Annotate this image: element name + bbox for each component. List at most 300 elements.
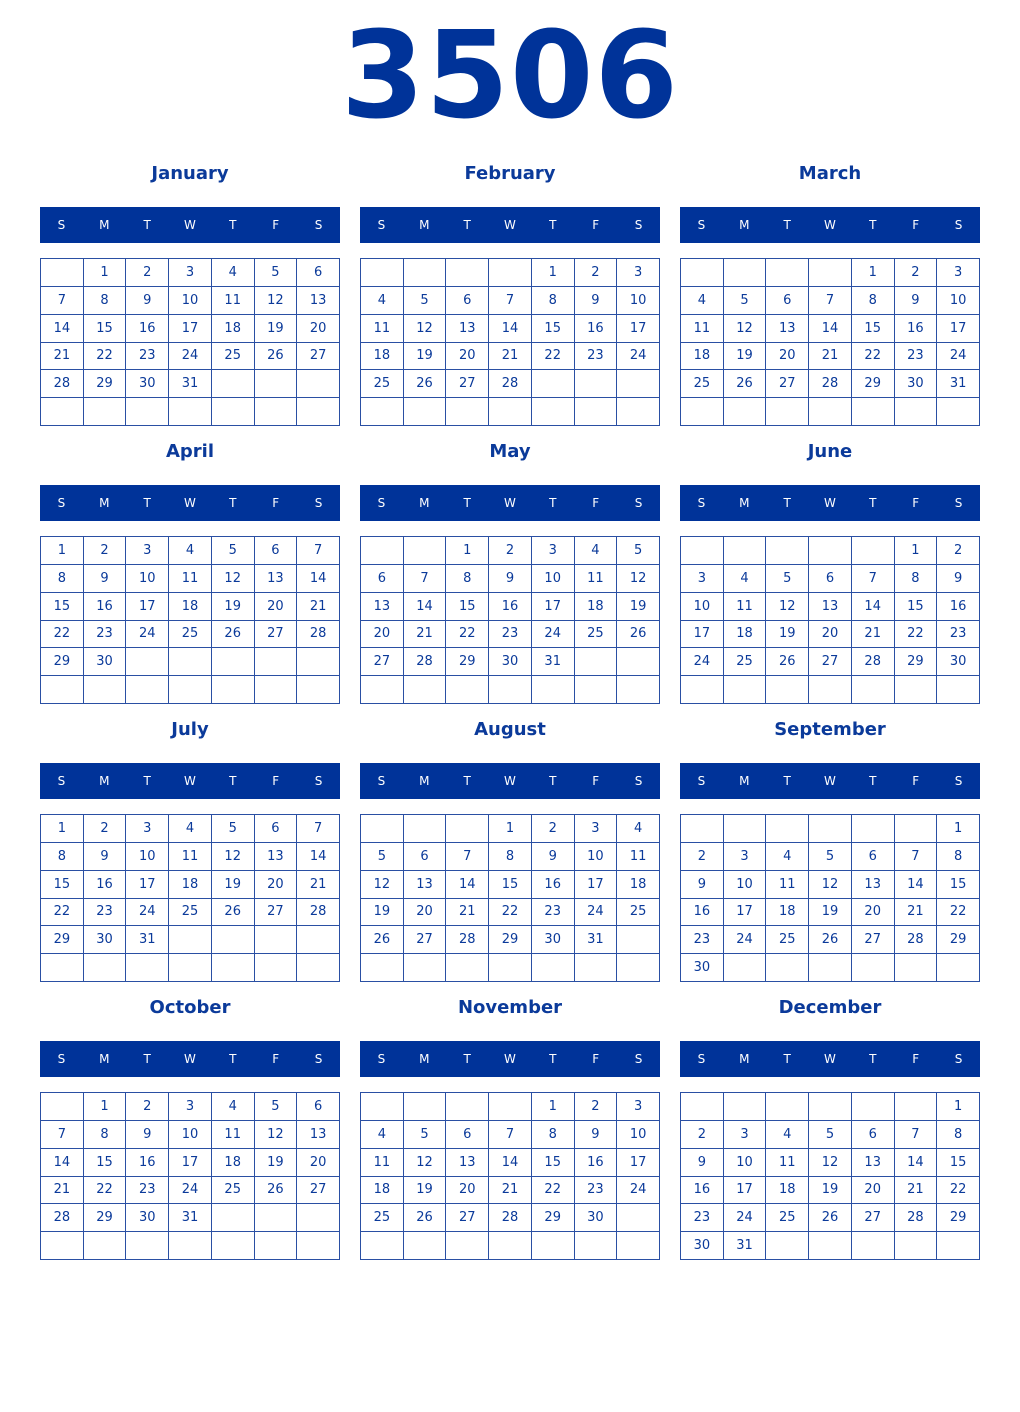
day-cell[interactable]: 5 — [809, 843, 852, 871]
day-cell[interactable]: 26 — [255, 343, 298, 371]
day-cell[interactable]: 8 — [937, 843, 980, 871]
day-cell[interactable]: 17 — [724, 899, 767, 927]
day-cell[interactable]: 17 — [126, 871, 169, 899]
day-cell[interactable]: 26 — [766, 648, 809, 676]
day-cell[interactable]: 16 — [937, 593, 980, 621]
day-cell[interactable]: 20 — [852, 1177, 895, 1205]
day-cell[interactable]: 23 — [937, 621, 980, 649]
day-cell[interactable]: 5 — [212, 537, 255, 565]
day-cell[interactable]: 22 — [41, 899, 84, 927]
day-cell[interactable]: 15 — [532, 315, 575, 343]
day-cell[interactable]: 7 — [297, 815, 340, 843]
day-cell[interactable]: 7 — [446, 843, 489, 871]
day-cell[interactable]: 19 — [361, 899, 404, 927]
day-cell[interactable]: 30 — [126, 370, 169, 398]
day-cell[interactable]: 5 — [724, 287, 767, 315]
day-cell[interactable]: 17 — [724, 1177, 767, 1205]
day-cell[interactable]: 15 — [84, 315, 127, 343]
day-cell[interactable]: 16 — [489, 593, 532, 621]
day-cell[interactable]: 2 — [937, 537, 980, 565]
day-cell[interactable]: 29 — [937, 1204, 980, 1232]
day-cell[interactable]: 5 — [809, 1121, 852, 1149]
day-cell[interactable]: 2 — [489, 537, 532, 565]
day-cell[interactable]: 8 — [895, 565, 938, 593]
day-cell[interactable]: 23 — [895, 343, 938, 371]
day-cell[interactable]: 27 — [852, 1204, 895, 1232]
day-cell[interactable]: 1 — [84, 1093, 127, 1121]
day-cell[interactable]: 1 — [937, 1093, 980, 1121]
day-cell[interactable]: 2 — [895, 259, 938, 287]
day-cell[interactable]: 16 — [681, 899, 724, 927]
day-cell[interactable]: 16 — [681, 1177, 724, 1205]
day-cell[interactable]: 28 — [852, 648, 895, 676]
day-cell[interactable]: 18 — [361, 343, 404, 371]
day-cell[interactable]: 18 — [169, 593, 212, 621]
day-cell[interactable]: 3 — [724, 1121, 767, 1149]
day-cell[interactable]: 3 — [169, 259, 212, 287]
day-cell[interactable]: 25 — [681, 370, 724, 398]
day-cell[interactable]: 27 — [297, 343, 340, 371]
day-cell[interactable]: 11 — [169, 565, 212, 593]
day-cell[interactable]: 19 — [617, 593, 660, 621]
day-cell[interactable]: 24 — [617, 343, 660, 371]
day-cell[interactable]: 24 — [532, 621, 575, 649]
day-cell[interactable]: 13 — [766, 315, 809, 343]
day-cell[interactable]: 18 — [724, 621, 767, 649]
day-cell[interactable]: 20 — [255, 871, 298, 899]
day-cell[interactable]: 20 — [809, 621, 852, 649]
day-cell[interactable]: 24 — [575, 899, 618, 927]
day-cell[interactable]: 13 — [852, 1149, 895, 1177]
day-cell[interactable]: 14 — [404, 593, 447, 621]
day-cell[interactable]: 14 — [852, 593, 895, 621]
day-cell[interactable]: 1 — [532, 1093, 575, 1121]
day-cell[interactable]: 14 — [895, 1149, 938, 1177]
day-cell[interactable]: 15 — [41, 871, 84, 899]
day-cell[interactable]: 7 — [489, 287, 532, 315]
day-cell[interactable]: 9 — [489, 565, 532, 593]
day-cell[interactable]: 25 — [169, 899, 212, 927]
day-cell[interactable]: 2 — [575, 1093, 618, 1121]
day-cell[interactable]: 18 — [617, 871, 660, 899]
day-cell[interactable]: 28 — [446, 926, 489, 954]
day-cell[interactable]: 30 — [532, 926, 575, 954]
day-cell[interactable]: 26 — [809, 926, 852, 954]
day-cell[interactable]: 17 — [169, 1149, 212, 1177]
day-cell[interactable]: 11 — [361, 315, 404, 343]
day-cell[interactable]: 28 — [489, 370, 532, 398]
day-cell[interactable]: 19 — [766, 621, 809, 649]
day-cell[interactable]: 4 — [212, 1093, 255, 1121]
day-cell[interactable]: 19 — [212, 593, 255, 621]
day-cell[interactable]: 26 — [724, 370, 767, 398]
day-cell[interactable]: 12 — [255, 1121, 298, 1149]
day-cell[interactable]: 25 — [212, 343, 255, 371]
day-cell[interactable]: 7 — [404, 565, 447, 593]
day-cell[interactable]: 4 — [361, 1121, 404, 1149]
day-cell[interactable]: 9 — [575, 287, 618, 315]
day-cell[interactable]: 6 — [297, 259, 340, 287]
day-cell[interactable]: 19 — [255, 1149, 298, 1177]
day-cell[interactable]: 27 — [766, 370, 809, 398]
day-cell[interactable]: 11 — [361, 1149, 404, 1177]
day-cell[interactable]: 16 — [126, 315, 169, 343]
day-cell[interactable]: 27 — [809, 648, 852, 676]
day-cell[interactable]: 18 — [212, 1149, 255, 1177]
day-cell[interactable]: 27 — [297, 1177, 340, 1205]
day-cell[interactable]: 3 — [937, 259, 980, 287]
day-cell[interactable]: 25 — [361, 370, 404, 398]
day-cell[interactable]: 10 — [169, 287, 212, 315]
day-cell[interactable]: 12 — [404, 1149, 447, 1177]
day-cell[interactable]: 29 — [937, 926, 980, 954]
day-cell[interactable]: 25 — [361, 1204, 404, 1232]
day-cell[interactable]: 28 — [895, 1204, 938, 1232]
day-cell[interactable]: 29 — [84, 370, 127, 398]
day-cell[interactable]: 17 — [575, 871, 618, 899]
day-cell[interactable]: 10 — [532, 565, 575, 593]
day-cell[interactable]: 5 — [255, 1093, 298, 1121]
day-cell[interactable]: 22 — [937, 899, 980, 927]
day-cell[interactable]: 21 — [489, 343, 532, 371]
day-cell[interactable]: 6 — [361, 565, 404, 593]
day-cell[interactable]: 20 — [766, 343, 809, 371]
day-cell[interactable]: 15 — [895, 593, 938, 621]
day-cell[interactable]: 7 — [809, 287, 852, 315]
day-cell[interactable]: 13 — [255, 565, 298, 593]
day-cell[interactable]: 12 — [809, 1149, 852, 1177]
day-cell[interactable]: 8 — [84, 287, 127, 315]
day-cell[interactable]: 21 — [41, 1177, 84, 1205]
day-cell[interactable]: 7 — [489, 1121, 532, 1149]
day-cell[interactable]: 6 — [404, 843, 447, 871]
day-cell[interactable]: 11 — [681, 315, 724, 343]
day-cell[interactable]: 8 — [489, 843, 532, 871]
day-cell[interactable]: 7 — [297, 537, 340, 565]
day-cell[interactable]: 21 — [41, 343, 84, 371]
day-cell[interactable]: 12 — [724, 315, 767, 343]
day-cell[interactable]: 9 — [681, 871, 724, 899]
day-cell[interactable]: 23 — [575, 1177, 618, 1205]
day-cell[interactable]: 9 — [84, 843, 127, 871]
day-cell[interactable]: 24 — [724, 1204, 767, 1232]
day-cell[interactable]: 6 — [255, 815, 298, 843]
day-cell[interactable]: 4 — [724, 565, 767, 593]
day-cell[interactable]: 8 — [532, 1121, 575, 1149]
day-cell[interactable]: 6 — [809, 565, 852, 593]
day-cell[interactable]: 5 — [212, 815, 255, 843]
day-cell[interactable]: 29 — [446, 648, 489, 676]
day-cell[interactable]: 10 — [681, 593, 724, 621]
day-cell[interactable]: 30 — [681, 954, 724, 982]
day-cell[interactable]: 31 — [724, 1232, 767, 1260]
day-cell[interactable]: 31 — [532, 648, 575, 676]
day-cell[interactable]: 17 — [532, 593, 575, 621]
day-cell[interactable]: 25 — [724, 648, 767, 676]
day-cell[interactable]: 8 — [84, 1121, 127, 1149]
day-cell[interactable]: 13 — [809, 593, 852, 621]
day-cell[interactable]: 10 — [126, 843, 169, 871]
day-cell[interactable]: 21 — [446, 899, 489, 927]
day-cell[interactable]: 16 — [895, 315, 938, 343]
day-cell[interactable]: 22 — [895, 621, 938, 649]
day-cell[interactable]: 8 — [41, 565, 84, 593]
day-cell[interactable]: 21 — [895, 1177, 938, 1205]
day-cell[interactable]: 17 — [126, 593, 169, 621]
day-cell[interactable]: 30 — [895, 370, 938, 398]
day-cell[interactable]: 5 — [766, 565, 809, 593]
day-cell[interactable]: 13 — [297, 287, 340, 315]
day-cell[interactable]: 14 — [489, 1149, 532, 1177]
day-cell[interactable]: 4 — [169, 537, 212, 565]
day-cell[interactable]: 26 — [255, 1177, 298, 1205]
day-cell[interactable]: 18 — [361, 1177, 404, 1205]
day-cell[interactable]: 30 — [84, 926, 127, 954]
day-cell[interactable]: 19 — [404, 1177, 447, 1205]
day-cell[interactable]: 28 — [404, 648, 447, 676]
day-cell[interactable]: 22 — [489, 899, 532, 927]
day-cell[interactable]: 22 — [532, 1177, 575, 1205]
day-cell[interactable]: 10 — [575, 843, 618, 871]
day-cell[interactable]: 15 — [446, 593, 489, 621]
day-cell[interactable]: 17 — [169, 315, 212, 343]
day-cell[interactable]: 23 — [489, 621, 532, 649]
day-cell[interactable]: 23 — [681, 926, 724, 954]
day-cell[interactable]: 24 — [126, 899, 169, 927]
day-cell[interactable]: 18 — [766, 1177, 809, 1205]
day-cell[interactable]: 12 — [212, 565, 255, 593]
day-cell[interactable]: 21 — [297, 871, 340, 899]
day-cell[interactable]: 25 — [766, 1204, 809, 1232]
day-cell[interactable]: 24 — [169, 343, 212, 371]
day-cell[interactable]: 25 — [766, 926, 809, 954]
day-cell[interactable]: 8 — [446, 565, 489, 593]
day-cell[interactable]: 14 — [895, 871, 938, 899]
day-cell[interactable]: 22 — [446, 621, 489, 649]
day-cell[interactable]: 26 — [212, 899, 255, 927]
day-cell[interactable]: 9 — [575, 1121, 618, 1149]
day-cell[interactable]: 29 — [852, 370, 895, 398]
day-cell[interactable]: 23 — [681, 1204, 724, 1232]
day-cell[interactable]: 2 — [126, 1093, 169, 1121]
day-cell[interactable]: 11 — [169, 843, 212, 871]
day-cell[interactable]: 28 — [809, 370, 852, 398]
day-cell[interactable]: 1 — [41, 815, 84, 843]
day-cell[interactable]: 27 — [404, 926, 447, 954]
day-cell[interactable]: 5 — [617, 537, 660, 565]
day-cell[interactable]: 15 — [41, 593, 84, 621]
day-cell[interactable]: 24 — [681, 648, 724, 676]
day-cell[interactable]: 10 — [617, 1121, 660, 1149]
day-cell[interactable]: 4 — [361, 287, 404, 315]
day-cell[interactable]: 1 — [41, 537, 84, 565]
day-cell[interactable]: 2 — [532, 815, 575, 843]
day-cell[interactable]: 4 — [766, 1121, 809, 1149]
day-cell[interactable]: 9 — [84, 565, 127, 593]
day-cell[interactable]: 21 — [852, 621, 895, 649]
day-cell[interactable]: 13 — [446, 1149, 489, 1177]
day-cell[interactable]: 18 — [575, 593, 618, 621]
day-cell[interactable]: 17 — [617, 315, 660, 343]
day-cell[interactable]: 30 — [937, 648, 980, 676]
day-cell[interactable]: 26 — [404, 1204, 447, 1232]
day-cell[interactable]: 27 — [446, 1204, 489, 1232]
day-cell[interactable]: 2 — [575, 259, 618, 287]
day-cell[interactable]: 31 — [169, 1204, 212, 1232]
day-cell[interactable]: 13 — [297, 1121, 340, 1149]
day-cell[interactable]: 18 — [212, 315, 255, 343]
day-cell[interactable]: 21 — [404, 621, 447, 649]
day-cell[interactable]: 13 — [255, 843, 298, 871]
day-cell[interactable]: 29 — [84, 1204, 127, 1232]
day-cell[interactable]: 30 — [84, 648, 127, 676]
day-cell[interactable]: 15 — [532, 1149, 575, 1177]
day-cell[interactable]: 27 — [446, 370, 489, 398]
day-cell[interactable]: 24 — [724, 926, 767, 954]
day-cell[interactable]: 30 — [575, 1204, 618, 1232]
day-cell[interactable]: 2 — [681, 843, 724, 871]
day-cell[interactable]: 20 — [297, 315, 340, 343]
day-cell[interactable]: 6 — [766, 287, 809, 315]
day-cell[interactable]: 20 — [852, 899, 895, 927]
day-cell[interactable]: 11 — [617, 843, 660, 871]
day-cell[interactable]: 16 — [575, 315, 618, 343]
day-cell[interactable]: 15 — [489, 871, 532, 899]
day-cell[interactable]: 7 — [41, 287, 84, 315]
day-cell[interactable]: 19 — [809, 1177, 852, 1205]
day-cell[interactable]: 27 — [361, 648, 404, 676]
day-cell[interactable]: 11 — [766, 871, 809, 899]
day-cell[interactable]: 10 — [937, 287, 980, 315]
day-cell[interactable]: 5 — [361, 843, 404, 871]
day-cell[interactable]: 16 — [126, 1149, 169, 1177]
day-cell[interactable]: 3 — [724, 843, 767, 871]
day-cell[interactable]: 5 — [404, 1121, 447, 1149]
day-cell[interactable]: 28 — [41, 1204, 84, 1232]
day-cell[interactable]: 3 — [617, 259, 660, 287]
day-cell[interactable]: 8 — [937, 1121, 980, 1149]
day-cell[interactable]: 11 — [766, 1149, 809, 1177]
day-cell[interactable]: 1 — [532, 259, 575, 287]
day-cell[interactable]: 17 — [937, 315, 980, 343]
day-cell[interactable]: 29 — [41, 648, 84, 676]
day-cell[interactable]: 22 — [84, 1177, 127, 1205]
day-cell[interactable]: 14 — [297, 843, 340, 871]
day-cell[interactable]: 9 — [681, 1149, 724, 1177]
day-cell[interactable]: 31 — [937, 370, 980, 398]
day-cell[interactable]: 7 — [895, 843, 938, 871]
day-cell[interactable]: 28 — [297, 899, 340, 927]
day-cell[interactable]: 13 — [404, 871, 447, 899]
day-cell[interactable]: 4 — [617, 815, 660, 843]
day-cell[interactable]: 8 — [532, 287, 575, 315]
day-cell[interactable]: 30 — [489, 648, 532, 676]
day-cell[interactable]: 7 — [41, 1121, 84, 1149]
day-cell[interactable]: 28 — [41, 370, 84, 398]
day-cell[interactable]: 14 — [41, 1149, 84, 1177]
day-cell[interactable]: 21 — [489, 1177, 532, 1205]
day-cell[interactable]: 25 — [575, 621, 618, 649]
day-cell[interactable]: 11 — [724, 593, 767, 621]
day-cell[interactable]: 29 — [532, 1204, 575, 1232]
day-cell[interactable]: 28 — [895, 926, 938, 954]
day-cell[interactable]: 16 — [84, 593, 127, 621]
day-cell[interactable]: 23 — [575, 343, 618, 371]
day-cell[interactable]: 17 — [617, 1149, 660, 1177]
day-cell[interactable]: 20 — [297, 1149, 340, 1177]
day-cell[interactable]: 3 — [126, 537, 169, 565]
day-cell[interactable]: 1 — [446, 537, 489, 565]
day-cell[interactable]: 8 — [852, 287, 895, 315]
day-cell[interactable]: 4 — [575, 537, 618, 565]
day-cell[interactable]: 16 — [575, 1149, 618, 1177]
day-cell[interactable]: 26 — [617, 621, 660, 649]
day-cell[interactable]: 23 — [532, 899, 575, 927]
day-cell[interactable]: 27 — [255, 621, 298, 649]
day-cell[interactable]: 29 — [489, 926, 532, 954]
day-cell[interactable]: 31 — [126, 926, 169, 954]
day-cell[interactable]: 26 — [809, 1204, 852, 1232]
day-cell[interactable]: 1 — [489, 815, 532, 843]
day-cell[interactable]: 19 — [404, 343, 447, 371]
day-cell[interactable]: 24 — [126, 621, 169, 649]
day-cell[interactable]: 21 — [809, 343, 852, 371]
day-cell[interactable]: 2 — [84, 815, 127, 843]
day-cell[interactable]: 5 — [404, 287, 447, 315]
day-cell[interactable]: 6 — [446, 1121, 489, 1149]
day-cell[interactable]: 24 — [169, 1177, 212, 1205]
day-cell[interactable]: 16 — [84, 871, 127, 899]
day-cell[interactable]: 12 — [255, 287, 298, 315]
day-cell[interactable]: 22 — [852, 343, 895, 371]
day-cell[interactable]: 20 — [255, 593, 298, 621]
day-cell[interactable]: 23 — [84, 621, 127, 649]
day-cell[interactable]: 21 — [895, 899, 938, 927]
day-cell[interactable]: 1 — [895, 537, 938, 565]
day-cell[interactable]: 3 — [575, 815, 618, 843]
day-cell[interactable]: 22 — [84, 343, 127, 371]
day-cell[interactable]: 19 — [212, 871, 255, 899]
day-cell[interactable]: 25 — [169, 621, 212, 649]
day-cell[interactable]: 3 — [169, 1093, 212, 1121]
day-cell[interactable]: 19 — [809, 899, 852, 927]
day-cell[interactable]: 2 — [126, 259, 169, 287]
day-cell[interactable]: 31 — [169, 370, 212, 398]
day-cell[interactable]: 31 — [575, 926, 618, 954]
day-cell[interactable]: 9 — [895, 287, 938, 315]
day-cell[interactable]: 20 — [446, 1177, 489, 1205]
day-cell[interactable]: 3 — [532, 537, 575, 565]
day-cell[interactable]: 19 — [724, 343, 767, 371]
day-cell[interactable]: 28 — [297, 621, 340, 649]
day-cell[interactable]: 30 — [681, 1232, 724, 1260]
day-cell[interactable]: 18 — [169, 871, 212, 899]
day-cell[interactable]: 29 — [895, 648, 938, 676]
day-cell[interactable]: 2 — [84, 537, 127, 565]
day-cell[interactable]: 14 — [489, 315, 532, 343]
day-cell[interactable]: 4 — [169, 815, 212, 843]
day-cell[interactable]: 14 — [809, 315, 852, 343]
day-cell[interactable]: 21 — [297, 593, 340, 621]
day-cell[interactable]: 20 — [446, 343, 489, 371]
day-cell[interactable]: 20 — [404, 899, 447, 927]
day-cell[interactable]: 29 — [41, 926, 84, 954]
day-cell[interactable]: 3 — [681, 565, 724, 593]
day-cell[interactable]: 1 — [852, 259, 895, 287]
day-cell[interactable]: 4 — [681, 287, 724, 315]
day-cell[interactable]: 25 — [617, 899, 660, 927]
day-cell[interactable]: 1 — [937, 815, 980, 843]
